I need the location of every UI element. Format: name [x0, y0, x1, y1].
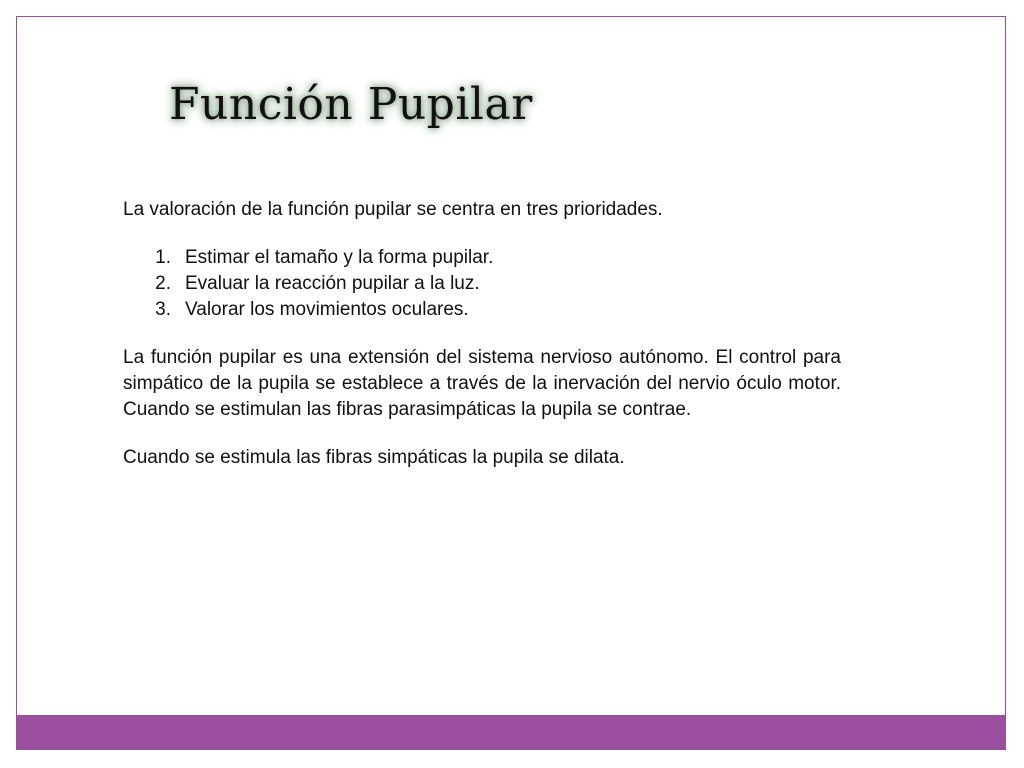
list-text: Estimar el tamaño y la forma pupilar.: [185, 247, 494, 268]
list-item: [123, 271, 841, 297]
priority-list: [123, 245, 841, 323]
list-number: 3.: [155, 299, 171, 320]
list-item: [123, 297, 841, 323]
list-text: Evaluar la reacción pupilar a la luz.: [185, 273, 480, 294]
paragraph-sympathetic: Cuando se estimula las fibras simpáticas la pupila se dilata.: [123, 447, 625, 468]
slide: [16, 16, 1006, 750]
paragraph-autonomic: La función pupilar es una extensión del sistema nervioso autónomo. El control para simpático de la pupila se establece a través de la inervación del nervio óculo motor. Cuando se estimulan las fibras parasimpáticas la pupila se contrae.: [123, 347, 841, 420]
list-number: 2.: [155, 273, 171, 294]
slide-body: [123, 197, 841, 471]
list-number: 1.: [155, 247, 171, 268]
slide-title: Función Pupilar: [169, 79, 533, 130]
list-item: [123, 245, 841, 271]
intro-text: La valoración de la función pupilar se centra en tres prioridades.: [123, 199, 663, 220]
list-text: Valorar los movimientos oculares.: [185, 299, 469, 320]
footer-bar: [17, 715, 1005, 749]
